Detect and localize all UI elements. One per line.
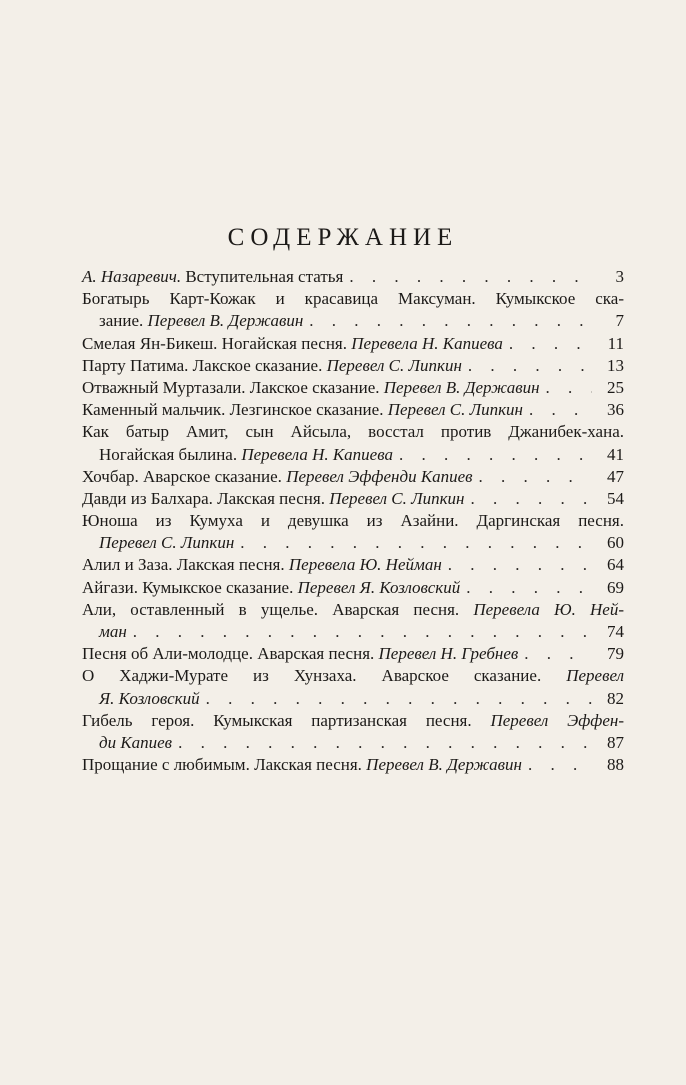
translator-credit: Перевела Ю. Нейман	[288, 555, 442, 575]
toc-entry	[82, 377, 624, 399]
toc-entry	[82, 577, 624, 599]
entry-title: Каменный мальчик. Лезгинское сказание.	[82, 400, 388, 420]
page-number: 11	[607, 333, 624, 353]
entry-text	[99, 732, 172, 754]
translator-credit: Перевел Эффен-	[490, 710, 624, 730]
toc-entry	[82, 333, 624, 355]
toc-line	[82, 732, 624, 754]
entry-text	[82, 754, 522, 776]
table-of-contents	[82, 266, 624, 776]
dot-leader	[178, 732, 592, 754]
translator-credit: Перевел	[566, 666, 624, 686]
toc-entry	[82, 288, 624, 332]
translator-credit: ман	[99, 622, 127, 641]
dot-leader	[546, 377, 592, 399]
toc-line	[82, 688, 624, 710]
toc-line	[82, 643, 624, 665]
entry-text	[82, 399, 523, 421]
toc-line	[82, 377, 624, 399]
toc-entry	[82, 266, 624, 288]
page-number: 47	[607, 466, 624, 486]
entry-title: зание.	[99, 311, 148, 331]
toc-line	[82, 444, 624, 466]
entry-title: Смелая Ян-Бикеш. Ногайская песня.	[82, 333, 352, 353]
toc-line	[82, 710, 624, 732]
entry-title: Гибель героя. Кумыкская партизанская песня.	[82, 710, 491, 730]
entry-text	[82, 333, 503, 355]
translator-credit: Перевела Н. Капиева	[241, 444, 393, 464]
entry-title: Отважный Муртазали. Лакское сказание.	[82, 377, 384, 397]
dot-leader	[466, 577, 592, 599]
entry-text	[99, 444, 393, 466]
toc-line	[82, 532, 624, 554]
page-number: 79	[607, 644, 624, 664]
toc-line	[82, 510, 624, 532]
toc-entry	[82, 665, 624, 709]
translator-credit: Перевел В. Державин	[147, 311, 304, 331]
translator-credit: А. Назаревич.	[82, 267, 182, 286]
toc-line	[82, 355, 624, 377]
entry-text	[82, 577, 460, 599]
translator-credit: Я. Козловский	[99, 688, 200, 708]
dot-leader	[524, 643, 592, 665]
toc-line	[82, 288, 624, 310]
entry-text	[99, 621, 127, 643]
page-title: СОДЕРЖАНИЕ	[227, 224, 459, 251]
toc-entry	[82, 466, 624, 488]
page-number: 88	[607, 755, 624, 775]
translator-credit: Перевел Н. Гребнев	[378, 644, 519, 664]
dot-leader	[529, 399, 592, 421]
page-number: 87	[607, 732, 624, 752]
toc-entry	[82, 710, 624, 754]
page-number: 25	[607, 377, 624, 397]
translator-credit: Перевел С. Липкин	[387, 400, 523, 420]
translator-credit: Перевел Эффенди Капиев	[286, 466, 473, 486]
toc-line	[82, 754, 624, 776]
toc-entry	[82, 355, 624, 377]
page-number: 69	[607, 577, 624, 597]
page-number: 13	[607, 355, 624, 375]
dot-leader	[468, 355, 592, 377]
toc-line	[82, 266, 624, 288]
entry-text	[82, 488, 465, 510]
page-number: 36	[607, 400, 624, 420]
entry-text	[82, 466, 473, 488]
dot-leader	[309, 310, 592, 332]
toc-line	[82, 466, 624, 488]
entry-title: Али, оставленный в ущелье. Аварская песня.	[82, 599, 474, 619]
toc-line	[82, 310, 624, 332]
entry-title: Айгази. Кумыкское сказание.	[82, 577, 298, 597]
page-number: 3	[615, 267, 624, 286]
entry-title: Алил и Заза. Лакская песня.	[82, 555, 289, 575]
dot-leader	[528, 754, 592, 776]
translator-credit: Перевел В. Державин	[366, 755, 522, 775]
entry-title: Парту Патима. Лакское сказание.	[82, 355, 327, 375]
dot-leader	[240, 532, 592, 554]
toc-line	[82, 333, 624, 355]
entry-title: Юноша из Кумуха и девушка из Азайни. Даргинская песня.	[82, 511, 624, 531]
page-number: 60	[607, 533, 624, 553]
entry-text	[82, 266, 343, 288]
toc-entry	[82, 754, 624, 776]
entry-text	[82, 643, 518, 665]
dot-leader	[349, 266, 592, 288]
toc-line	[82, 399, 624, 421]
entry-title: Ногайская былина.	[99, 444, 242, 464]
translator-credit: ди Капиев	[99, 732, 173, 752]
entry-text	[99, 688, 200, 710]
translator-credit: Перевела Ю. Ней-	[473, 599, 624, 619]
toc-entry	[82, 599, 624, 643]
entry-title: Давди из Балхара. Лакская песня.	[82, 488, 330, 508]
entry-text	[99, 310, 303, 332]
page-number: 82	[607, 688, 624, 708]
page-number: 64	[607, 555, 624, 575]
toc-entry	[82, 554, 624, 576]
entry-title: Песня об Али-молодце. Аварская песня.	[82, 644, 379, 664]
toc-line	[82, 665, 624, 687]
dot-leader	[509, 333, 592, 355]
entry-text	[82, 355, 462, 377]
dot-leader	[399, 444, 592, 466]
page-number: 74	[607, 622, 624, 641]
entry-title: Богатырь Карт-Кожак и красавица Максуман. Кумыкское ска-	[82, 289, 624, 309]
entry-title: О Хаджи-Мурате из Хунзаха. Аварское сказание.	[82, 666, 567, 686]
toc-entry	[82, 399, 624, 421]
entry-title: Вступительная статья	[181, 267, 344, 286]
toc-line	[82, 488, 624, 510]
toc-line	[82, 577, 624, 599]
page-number: 41	[607, 444, 624, 464]
toc-entry	[82, 510, 624, 554]
toc-line	[82, 599, 624, 621]
entry-text	[99, 532, 234, 554]
toc-line	[82, 621, 624, 643]
dot-leader	[471, 488, 593, 510]
toc-line	[82, 421, 624, 443]
translator-credit: Перевела Н. Капиева	[351, 333, 503, 353]
translator-credit: Перевел В. Державин	[383, 377, 540, 397]
translator-credit: Перевел С. Липкин	[326, 355, 462, 375]
translator-credit: Перевел С. Липкин	[329, 488, 465, 508]
entry-title: Как батыр Амит, сын Айсыла, восстал против Джанибек-хана.	[82, 422, 624, 442]
translator-credit: Перевел С. Липкин	[99, 533, 235, 553]
page-number: 54	[607, 488, 624, 508]
dot-leader	[133, 621, 592, 643]
translator-credit: Перевел Я. Козловский	[297, 577, 461, 597]
entry-text	[82, 554, 442, 576]
toc-entry	[82, 488, 624, 510]
dot-leader	[479, 466, 592, 488]
dot-leader	[448, 554, 592, 576]
dot-leader	[206, 688, 592, 710]
toc-entry	[82, 643, 624, 665]
entry-text	[82, 377, 540, 399]
entry-title: Хочбар. Аварское сказание.	[82, 466, 287, 486]
toc-entry	[82, 421, 624, 465]
page-number: 7	[615, 311, 624, 331]
entry-title: Прощание с любимым. Лакская песня.	[82, 755, 367, 775]
toc-line	[82, 554, 624, 576]
